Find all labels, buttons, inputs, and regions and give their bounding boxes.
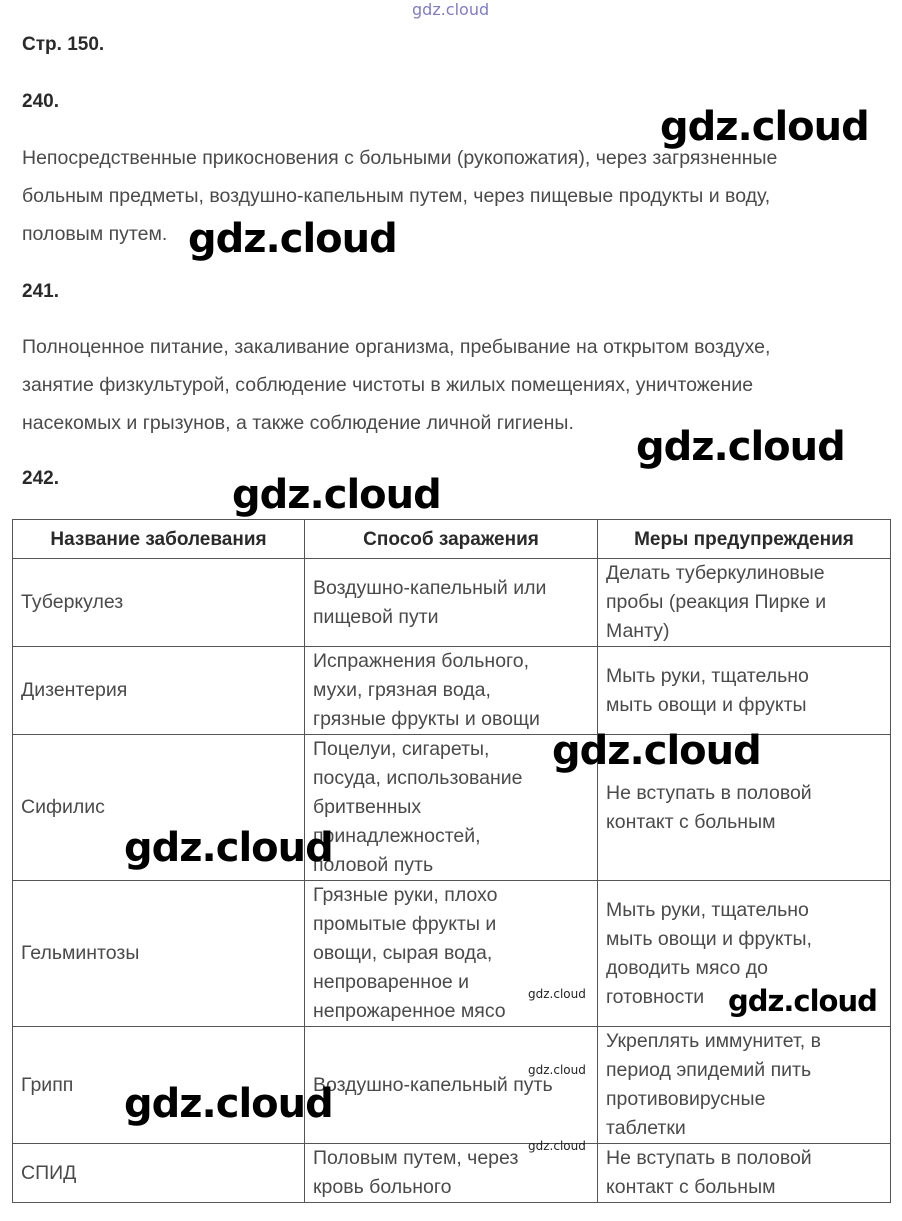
cell-line: Делать туберкулиновые (606, 562, 825, 584)
cell-line: Манту) (606, 620, 670, 642)
table-row (13, 647, 891, 735)
prevention-cell (598, 1027, 891, 1144)
watermark: gdz.cloud (552, 728, 761, 774)
watermark: gdz.cloud (188, 216, 397, 262)
watermark: gdz.cloud (636, 424, 845, 470)
cell-line: мыть овощи и фрукты (606, 693, 807, 716)
cell-line: пробы (реакция Пирке и (606, 591, 827, 613)
text-line: Полноценное питание, закаливание организма, пребывание на открытом воздухе, (22, 336, 771, 358)
header-disease: Название заболевания (13, 520, 305, 559)
disease-cell: СПИД (13, 1144, 305, 1203)
cell-line: контакт с больным (606, 810, 776, 833)
method-cell (305, 559, 598, 647)
table-row (13, 559, 891, 647)
cell-line: Грязные руки, плохо (313, 884, 498, 906)
prevention-cell (598, 559, 891, 647)
cell-line: бритвенных (313, 796, 422, 818)
cell-line: грязные фрукты и овощи (313, 708, 540, 730)
text-line: больным предметы, воздушно-капельным путем, через пищевые продукты и воду, (22, 185, 771, 207)
cell-line: Испражнения больного, (313, 650, 529, 672)
method-cell (305, 1027, 598, 1144)
table-row (13, 1144, 891, 1203)
task-242-number: 242. (22, 468, 59, 489)
watermark-top: gdz.cloud (412, 0, 490, 19)
watermark: gdz.cloud (528, 1139, 586, 1153)
cell-line: посуда, использование (313, 767, 523, 789)
cell-line: готовности (606, 985, 705, 1008)
disease-cell: Дизентерия (13, 647, 305, 735)
cell-line: непроваренное и (313, 971, 470, 993)
prevention-cell (598, 647, 891, 735)
cell-line: промытые фрукты и (313, 913, 497, 935)
cell-line: принадлежностей, (313, 825, 481, 847)
disease-cell: Сифилис (13, 735, 305, 881)
disease-cell: Грипп (13, 1027, 305, 1144)
watermark: gdz.cloud (232, 472, 441, 518)
header-prevention: Меры предупреждения (598, 520, 891, 559)
cell-line: доводить мясо до (606, 956, 768, 979)
text-line: насекомых и грызунов, а также соблюдение личной гигиены. (22, 412, 574, 434)
cell-line: мыть овощи и фрукты, (606, 927, 812, 950)
cell-line: Мыть руки, тщательно (606, 664, 809, 687)
cell-line: период эпидемий пить (606, 1059, 812, 1081)
table-header-row (13, 520, 891, 559)
cell-line: Поцелуи, сигареты, (313, 738, 490, 760)
watermark: gdz.cloud (124, 1081, 333, 1127)
cell-line: Половым путем, через (313, 1147, 519, 1169)
cell-line: противовирусные (606, 1088, 766, 1110)
cell-line: Укреплять иммунитет, в (606, 1030, 821, 1052)
header-method: Способ заражения (305, 520, 598, 559)
task-240-number: 240. (22, 91, 59, 112)
cell-line: Воздушно-капельный путь (313, 1073, 553, 1096)
prevention-cell (598, 1144, 891, 1203)
cell-line: таблетки (606, 1117, 686, 1139)
watermark: gdz.cloud (528, 1063, 586, 1077)
watermark: gdz.cloud (728, 984, 877, 1018)
cell-line: кровь больного (313, 1176, 452, 1198)
cell-line: Воздушно-капельный или (313, 576, 547, 599)
task-240-answer (22, 139, 892, 253)
cell-line: пищевой пути (313, 605, 439, 628)
cell-line: непрожаренное мясо (313, 1000, 506, 1022)
disease-cell: Гельминтозы (13, 881, 305, 1027)
cell-line: овощи, сырая вода, (313, 942, 493, 964)
cell-line: Не вступать в половой (606, 1147, 812, 1169)
disease-cell: Туберкулез (13, 559, 305, 647)
watermark: gdz.cloud (660, 104, 869, 150)
watermark: gdz.cloud (528, 987, 586, 1001)
watermark: gdz.cloud (124, 825, 333, 871)
method-cell (305, 647, 598, 735)
page-label: Стр. 150. (22, 34, 105, 55)
text-line: Непосредственные прикосновения с больными (рукопожатия), через загрязненные (22, 147, 778, 169)
cell-line: половой путь (313, 854, 434, 876)
task-241-number: 241. (22, 281, 59, 302)
cell-line: Не вступать в половой (606, 781, 812, 804)
cell-line: мухи, грязная вода, (313, 679, 491, 701)
cell-line: контакт с больным (606, 1176, 776, 1198)
text-line: половым путем. (22, 223, 168, 245)
cell-line: Мыть руки, тщательно (606, 898, 809, 921)
method-cell (305, 881, 598, 1027)
text-line: занятие физкультурой, соблюдение чистоты в жилых помещениях, уничтожение (22, 374, 754, 396)
